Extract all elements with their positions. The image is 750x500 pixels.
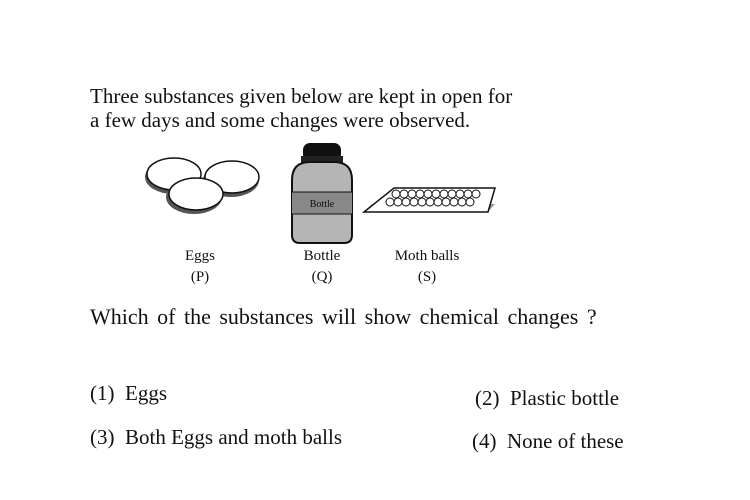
stem-line-1: Three substances given below are kept in open for [90, 84, 513, 108]
option-2-number: (2) [475, 386, 500, 410]
option-1[interactable] [90, 381, 167, 406]
option-4-number: (4) [472, 429, 497, 453]
caption-moth-balls-code: (S) [417, 269, 437, 285]
option-3-number: (3) [90, 425, 115, 449]
caption-eggs-code: (P) [190, 269, 210, 285]
bottle-icon [292, 143, 352, 243]
caption-moth-balls [372, 248, 482, 286]
substances-figure [140, 140, 520, 300]
option-1-number: (1) [90, 381, 115, 405]
caption-bottle-code: (Q) [311, 269, 333, 285]
option-3[interactable] [90, 425, 342, 450]
option-2-text: Plastic bottle [510, 386, 620, 410]
option-4-text: None of these [507, 429, 624, 453]
question-stem [90, 84, 512, 132]
eggs-icon [145, 158, 259, 214]
question-text: Which of the substances will show chemical changes ? [90, 304, 597, 329]
bottle-object-label: Bottle [309, 199, 335, 210]
option-2[interactable] [475, 386, 619, 411]
option-1-text: Eggs [125, 381, 167, 405]
option-4[interactable] [472, 429, 624, 454]
stem-line-2: a few days and some changes were observed. [90, 108, 471, 132]
moth-balls-icon [364, 188, 495, 212]
caption-bottle-name: Bottle [303, 248, 341, 264]
caption-eggs-name: Eggs [185, 248, 215, 264]
caption-moth-balls-name: Moth balls [394, 248, 460, 264]
caption-bottle [267, 248, 377, 286]
caption-eggs [145, 248, 255, 286]
option-3-text: Both Eggs and moth balls [125, 425, 342, 449]
